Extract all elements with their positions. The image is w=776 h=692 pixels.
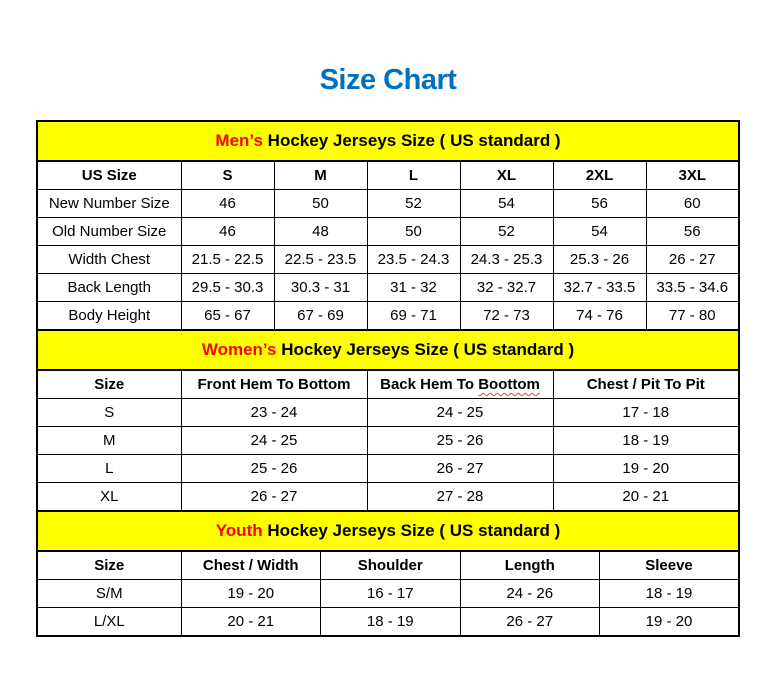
size-value-cell: 18 - 19 [600,580,740,608]
size-value-cell: 33.5 - 34.6 [646,274,739,302]
table-row [37,330,739,370]
row-label-cell: Body Height [37,302,181,331]
column-header-cell: Length [460,551,600,580]
column-header-cell: Front Hem To Bottom [181,370,367,399]
size-value-cell: 26 - 27 [460,608,600,637]
row-label-cell: Width Chest [37,246,181,274]
youth-band-highlight: Youth [215,521,263,540]
mens-band-highlight: Men’s [215,131,263,150]
column-header-cell: 3XL [646,161,739,190]
size-value-cell: 65 - 67 [181,302,274,331]
table-row [37,218,739,246]
size-value-cell: 20 - 21 [553,483,739,512]
table-row [37,608,739,637]
size-value-cell: 77 - 80 [646,302,739,331]
size-value-cell: 69 - 71 [367,302,460,331]
table-row [37,274,739,302]
row-label-cell: Old Number Size [37,218,181,246]
size-value-cell: 17 - 18 [553,399,739,427]
size-value-cell: 18 - 19 [553,427,739,455]
table-row [37,551,739,580]
size-value-cell: 26 - 27 [646,246,739,274]
size-value-cell: 23.5 - 24.3 [367,246,460,274]
row-label-cell: S/M [37,580,181,608]
size-value-cell: 24 - 26 [460,580,600,608]
size-value-cell: 67 - 69 [274,302,367,331]
size-value-cell: 72 - 73 [460,302,553,331]
mens-section-band [37,121,739,161]
row-label-cell: S [37,399,181,427]
size-value-cell: 54 [460,190,553,218]
size-value-cell: 26 - 27 [367,455,553,483]
size-value-cell: 30.3 - 31 [274,274,367,302]
size-value-cell: 18 - 19 [321,608,461,637]
size-value-cell: 21.5 - 22.5 [181,246,274,274]
table-row [37,399,739,427]
size-value-cell: 31 - 32 [367,274,460,302]
youth-band-text: Hockey Jerseys Size ( US standard ) [262,521,561,540]
column-header-cell: 2XL [553,161,646,190]
table-row [37,580,739,608]
row-label-cell: Back Length [37,274,181,302]
size-value-cell: 32 - 32.7 [460,274,553,302]
size-value-cell: 23 - 24 [181,399,367,427]
size-value-cell: 46 [181,190,274,218]
size-value-cell: 16 - 17 [321,580,461,608]
table-row [37,302,739,331]
size-value-cell: 32.7 - 33.5 [553,274,646,302]
column-header-cell: Sleeve [600,551,740,580]
size-value-cell: 20 - 21 [181,608,321,637]
table-row [37,511,739,551]
youth-section-band [37,511,739,551]
row-label-cell: L [37,455,181,483]
page-title: Size Chart [319,64,457,96]
size-value-cell: 25.3 - 26 [553,246,646,274]
size-value-cell: 56 [553,190,646,218]
column-header-cell: L [367,161,460,190]
size-value-cell: 27 - 28 [367,483,553,512]
table-row [37,121,739,161]
column-header-text: Back Hem To [380,376,479,393]
size-value-cell: 52 [367,190,460,218]
size-value-cell: 19 - 20 [553,455,739,483]
size-value-cell: 26 - 27 [181,483,367,512]
size-value-cell: 25 - 26 [181,455,367,483]
table-row [37,427,739,455]
size-value-cell: 24 - 25 [367,399,553,427]
column-header-cell: Size [37,551,181,580]
row-label-cell: M [37,427,181,455]
womens-band-text: Hockey Jerseys Size ( US standard ) [276,340,575,359]
size-value-cell: 74 - 76 [553,302,646,331]
size-value-cell: 54 [553,218,646,246]
row-label-cell: L/XL [37,608,181,637]
table-row [37,455,739,483]
row-label-cell: XL [37,483,181,512]
column-header-cell: M [274,161,367,190]
table-row [37,246,739,274]
table-row [37,483,739,512]
size-value-cell: 24 - 25 [181,427,367,455]
table-row [37,370,739,399]
column-header-cell: Chest / Width [181,551,321,580]
size-value-cell: 50 [367,218,460,246]
size-value-cell: 52 [460,218,553,246]
size-value-cell: 48 [274,218,367,246]
table-row [37,190,739,218]
column-header-cell: S [181,161,274,190]
column-header-cell: XL [460,161,553,190]
column-header-cell: Chest / Pit To Pit [553,370,739,399]
size-value-cell: 29.5 - 30.3 [181,274,274,302]
size-value-cell: 19 - 20 [600,608,740,637]
womens-band-highlight: Women’s [201,340,277,359]
size-chart-table [36,120,740,637]
column-header-cell [367,370,553,399]
row-label-cell: New Number Size [37,190,181,218]
mens-band-text: Hockey Jerseys Size ( US standard ) [262,131,561,150]
column-header-cell: Size [37,370,181,399]
misspelled-word-squiggle: Boottom [478,376,540,393]
size-value-cell: 25 - 26 [367,427,553,455]
size-value-cell: 24.3 - 25.3 [460,246,553,274]
column-header-cell: US Size [37,161,181,190]
column-header-cell: Shoulder [321,551,461,580]
size-value-cell: 46 [181,218,274,246]
size-value-cell: 19 - 20 [181,580,321,608]
womens-section-band [37,330,739,370]
table-row [37,161,739,190]
size-value-cell: 60 [646,190,739,218]
size-value-cell: 22.5 - 23.5 [274,246,367,274]
size-value-cell: 56 [646,218,739,246]
size-value-cell: 50 [274,190,367,218]
